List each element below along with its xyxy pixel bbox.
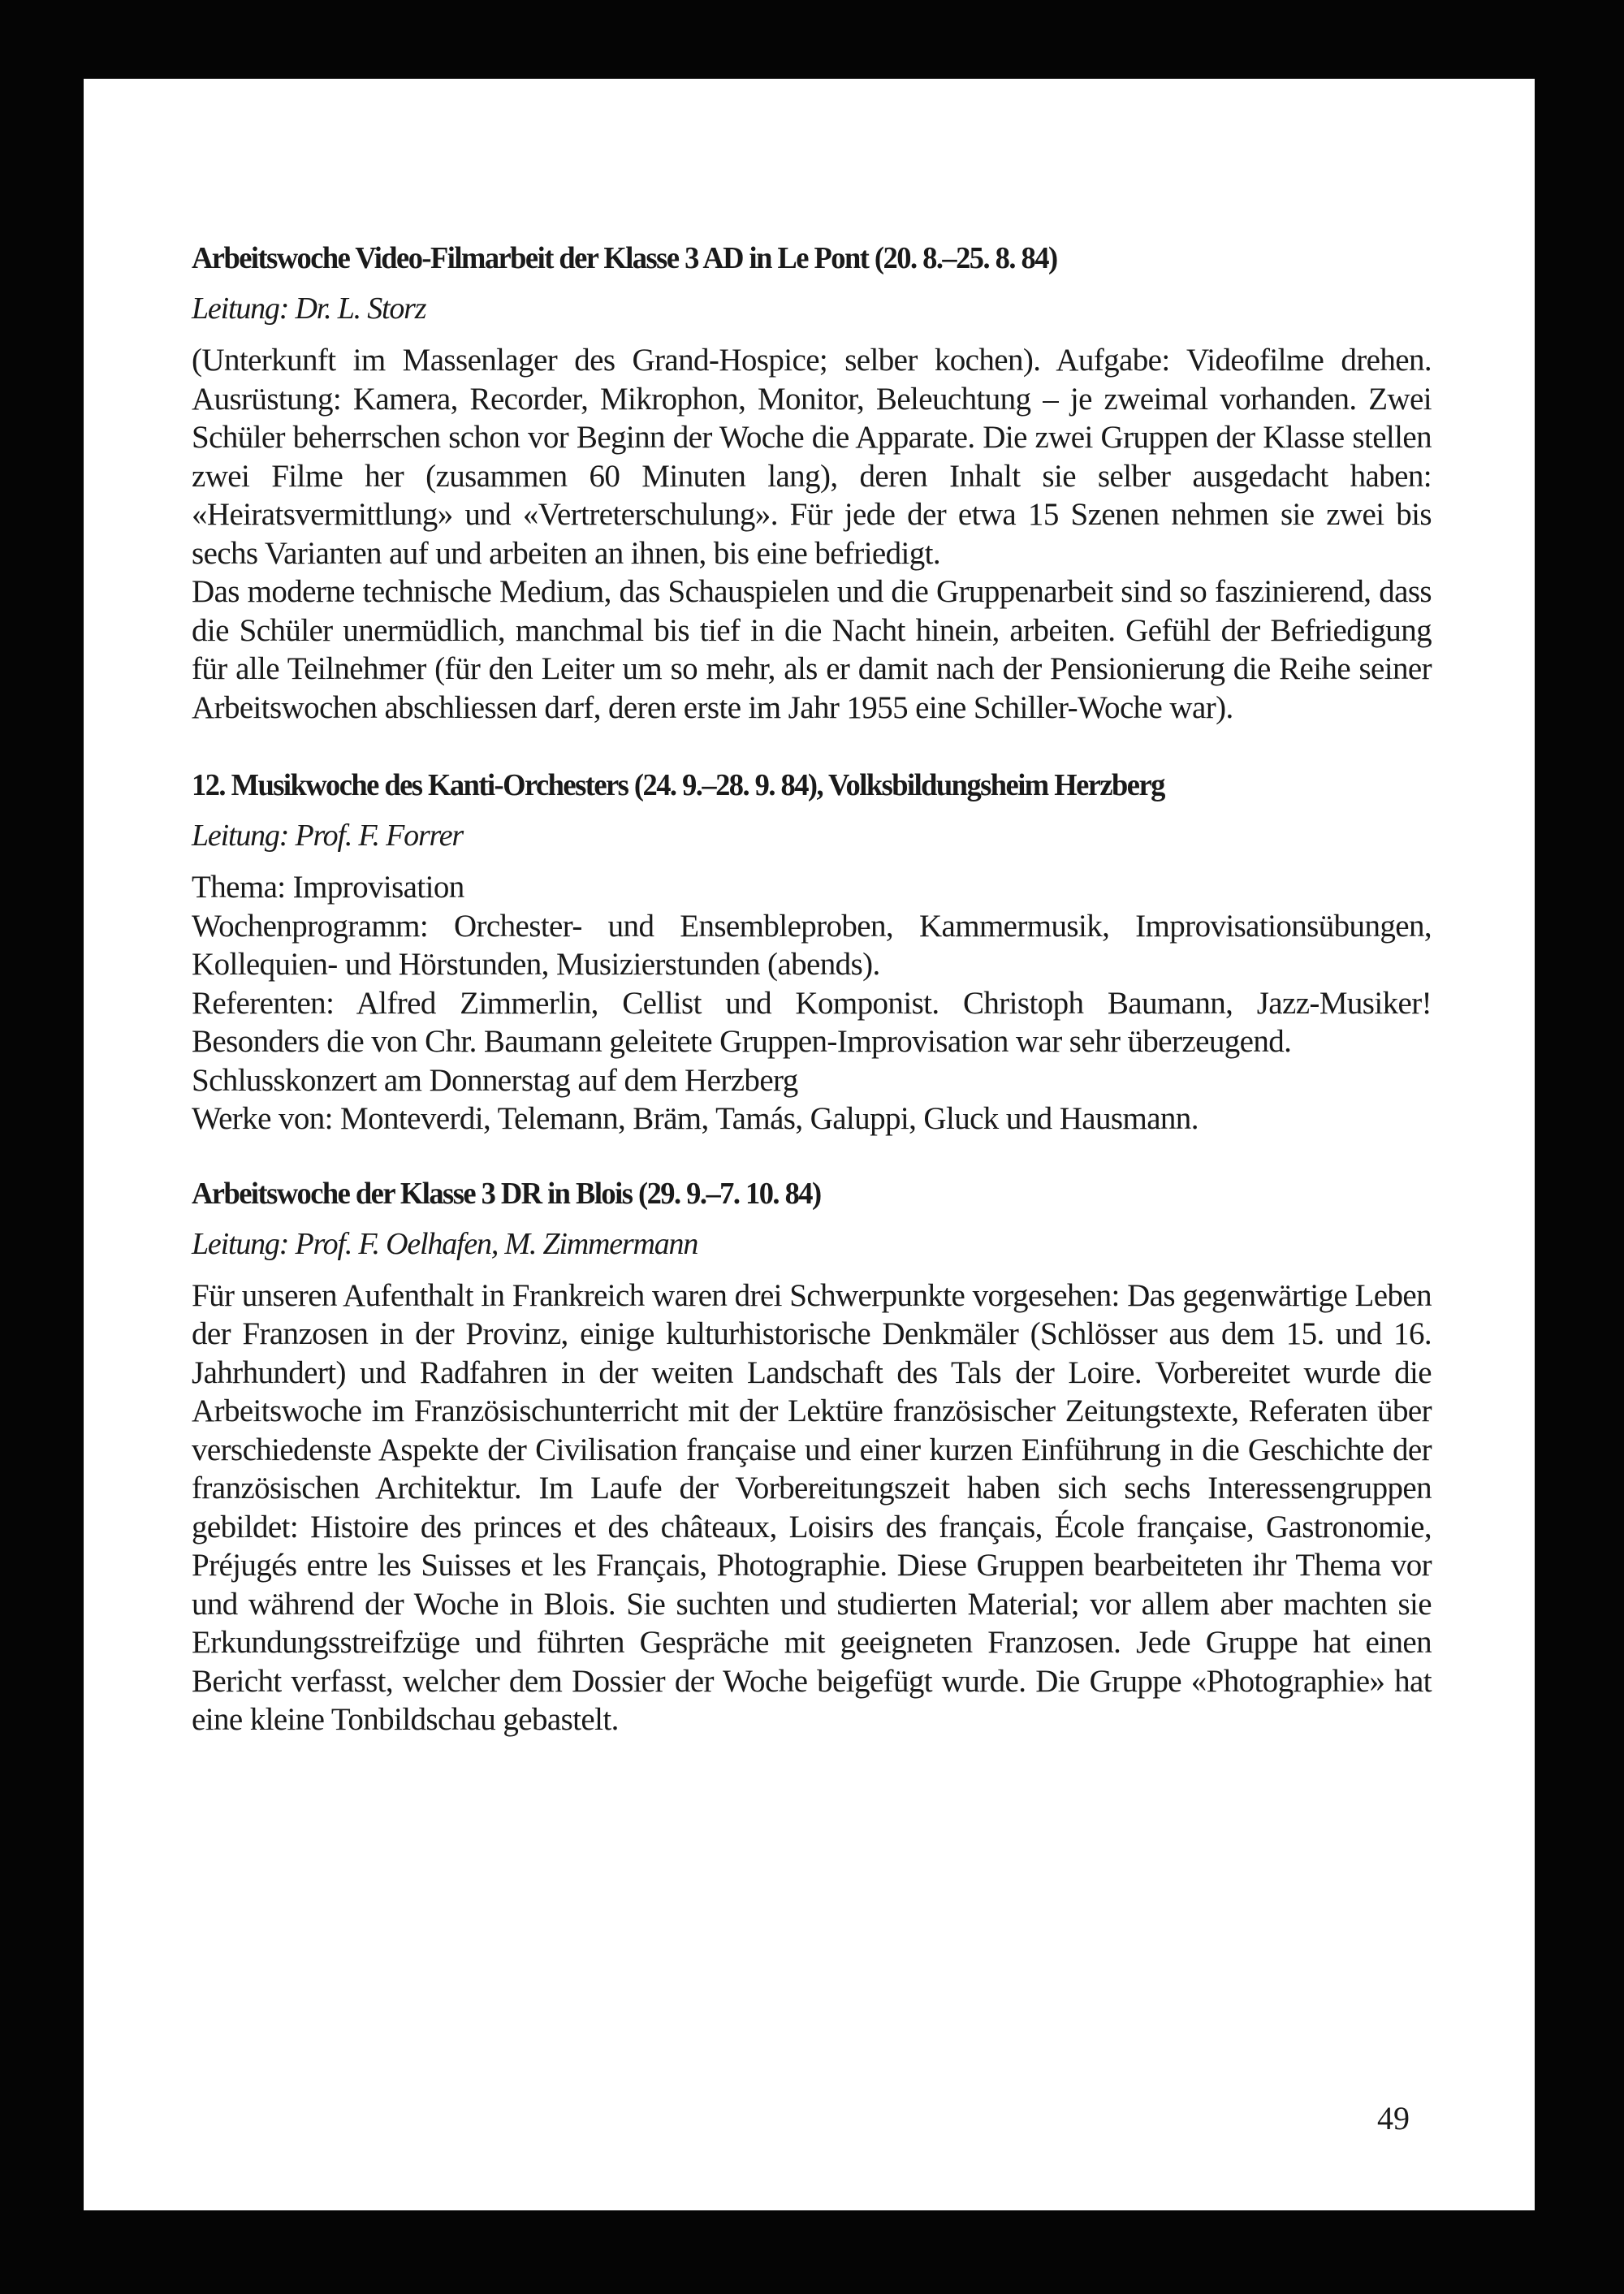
paragraph: Das moderne technische Medium, das Schauspielen und die Gruppenarbeit sind so faszinierend, dass die Schüler unermüdlich, manchmal bis tief in die Nacht hinein, arbeiten. Gefühl der Befriedigung für alle Teilnehmer (für den Leiter um so mehr, als er damit nach der Pensionierung die Reihe seiner Arbeitswochen abschliessen darf, deren erste im Jahr 1955 eine Schiller-Woche war).: [192, 574, 1432, 725]
paragraph-schlusskonzert: Schlusskonzert am Donnerstag auf dem Herzberg: [192, 1062, 798, 1098]
page-number: 49: [1377, 2100, 1410, 2136]
paragraph-werke: Werke von: Monteverdi, Telemann, Bräm, Tamás, Galuppi, Gluck und Hausmann.: [192, 1101, 1199, 1136]
paragraph-thema: Thema: Improvisation: [192, 870, 464, 905]
section-spacer: [192, 727, 1432, 764]
paragraph: (Unterkunft im Massenlager des Grand-Hospice; selber kochen). Aufgabe: Videofilme drehen. Ausrüstung: Kamera, Recorder, Mikrophon, Monitor, Beleuchtung – je zweimal vorhanden. Zwei Schüler beherrschen schon vor Beginn der Woche die Apparate. Die zwei Gruppen der Klasse stellen zwei Filme her (zusammen 60 Minuten lang), deren Inhalt sie selber ausgedacht haben: «Heiratsvermittlung» und «Vertreterschulung». Für jede der etwa 15 Szenen nehmen sie zwei bis sechs Varianten auf und arbeiten an ihnen, bis eine befriedigt.: [192, 343, 1432, 571]
section-leitung: Leitung: Prof. F. Oelhafen, M. Zimmermann: [192, 1226, 698, 1261]
section-heading: Arbeitswoche der Klasse 3 DR in Blois (29. 9.–7. 10. 84): [192, 1176, 821, 1211]
page-content: [192, 237, 1432, 1739]
section-leitung: Leitung: Dr. L. Storz: [192, 292, 426, 326]
section-spacer: [192, 1138, 1432, 1173]
section-heading: 12. Musikwoche des Kanti-Orchesters (24. 9.–28. 9. 84), Volksbildungsheim Herzberg: [192, 768, 1164, 802]
section-heading: Arbeitswoche Video-Filmarbeit der Klasse 3 AD in Le Pont (20. 8.–25. 8. 84): [192, 241, 1057, 275]
section-musikwoche: [192, 764, 1432, 1138]
section-video-filmarbeit: [192, 237, 1432, 727]
scanned-page: [84, 79, 1535, 2210]
paragraph-wochenprogramm: Wochenprogramm: Orchester- und Ensembleproben, Kammermusik, Improvisationsübungen, Kollequien- und Hörstunden, Musizierstunden (abends).: [192, 908, 1432, 982]
paragraph-referenten: Referenten: Alfred Zimmerlin, Cellist und Komponist. Christoph Baumann, Jazz-Musiker! Besonders die von Chr. Baumann geleitete Gruppen-Improvisation war sehr überzeugend.: [192, 985, 1432, 1059]
section-leitung: Leitung: Prof. F. Forrer: [192, 819, 463, 853]
section-blois: [192, 1173, 1432, 1739]
paragraph: Für unseren Aufenthalt in Frankreich waren drei Schwerpunkte vorgesehen: Das gegenwärtige Leben der Franzosen in der Provinz, einige kulturhistorische Denkmäler (Schlösser aus dem 15. und 16. Jahrhundert) und Radfahren in der weiten Landschaft des Tals der Loire. Vorbereitet wurde die Arbeitswoche im Französischunterricht mit der Lektüre französischer Zeitungstexte, Referaten über verschiedenste Aspekte der Civilisation française und einer kurzen Einführung in die Geschichte der französischen Architektur. Im Laufe der Vorbereitungszeit haben sich sechs Interessengruppen gebildet: Histoire des princes et des châteaux, Loisirs des français, École française, Gastronomie, Préjugés entre les Suisses et les Français, Photographie. Diese Gruppen bearbeiteten ihr Thema vor und während der Woche in Blois. Sie suchten und studierten Material; vor allem aber machten sie Erkundungsstreifzüge und führten Gespräche mit geeigneten Franzosen. Jede Gruppe hat einen Bericht verfasst, welcher dem Dossier der Woche beigefügt wurde. Die Gruppe «Photographie» hat eine kleine Tonbildschau gebastelt.: [192, 1277, 1432, 1737]
